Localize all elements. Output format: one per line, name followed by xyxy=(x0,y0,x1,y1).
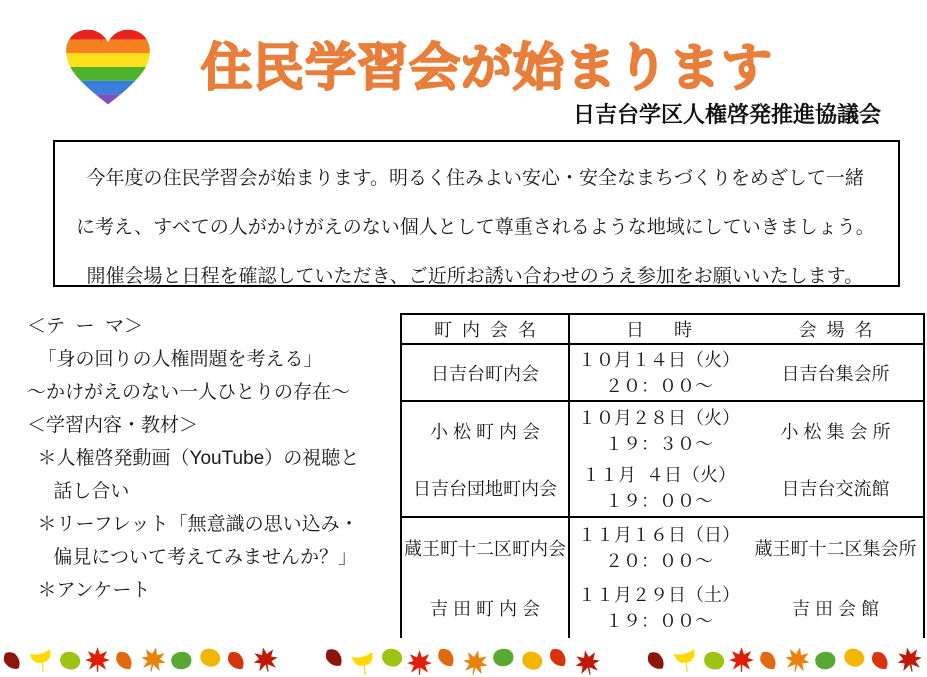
time-text: １９：３０～ xyxy=(605,433,713,454)
schedule-row-group xyxy=(402,402,923,518)
venue-name-cell: 小 松 集 会 所 xyxy=(780,421,891,442)
ginkgo-leaf-icon xyxy=(348,647,378,677)
organization-subtitle: 日吉台学区人権啓発推進協議会 xyxy=(572,102,881,127)
date-text: １１月 ４日（火） xyxy=(581,464,736,485)
theme-details-section xyxy=(27,310,397,607)
schedule-table-body xyxy=(402,345,923,638)
materials-heading: ＜学習内容・教材＞ xyxy=(27,415,199,436)
date-text: １０月２８日（火） xyxy=(578,407,740,428)
maple-leaf-icon xyxy=(249,643,281,675)
association-name-cell: 小 松 町 内 会 xyxy=(402,402,570,459)
venue-name-cell: 蔵王町十二区集会所 xyxy=(754,539,917,559)
header-date-time: 日 時 xyxy=(625,320,692,340)
maple-leaf-icon xyxy=(459,646,491,677)
venue-name-cell: 吉 田 会 館 xyxy=(791,599,879,619)
date-time-cell xyxy=(570,459,748,516)
association-name-cell: 吉 田 町 内 会 xyxy=(402,578,570,638)
round-leaf-icon xyxy=(811,647,840,676)
material-item: ＊アンケート xyxy=(27,580,151,601)
maple-leaf-icon xyxy=(571,646,603,677)
date-text: １１月１６日（日） xyxy=(578,525,740,545)
table-row xyxy=(402,345,923,400)
schedule-table-header xyxy=(402,315,923,345)
page-title: 住民学習会が始まります xyxy=(201,39,774,96)
table-row xyxy=(402,518,923,578)
table-row xyxy=(402,459,923,516)
theme-subtitle: ～かけがえのない一人ひとりの存在～ xyxy=(27,382,351,403)
table-row xyxy=(402,578,923,638)
association-name-cell: 日吉台団地町内会 xyxy=(402,459,570,516)
time-text: ２０：００～ xyxy=(605,375,713,396)
venue-name-cell: 日吉台集会所 xyxy=(781,363,890,384)
date-time-cell xyxy=(570,402,748,459)
leaf-border-gap xyxy=(602,659,644,660)
intro-line: 今年度の住民学習会が始まります。明るく住みよい安心・安全なまちづくりをめざして一緒 xyxy=(76,168,864,189)
intro-line: に考え、すべての人がかけがえのない個人として尊重されるような地域にしていきましょう。 xyxy=(76,217,875,238)
time-text: １９：００～ xyxy=(605,490,713,511)
venue-name-cell: 日吉台交流館 xyxy=(781,478,890,499)
round-leaf-icon xyxy=(696,645,730,677)
autumn-leaf-border xyxy=(0,641,927,677)
material-item: 話し合い xyxy=(27,481,130,502)
theme-title: 「身の回りの人権問題を考える」 xyxy=(27,349,323,370)
header-association-name: 町 内 会 名 xyxy=(402,315,570,343)
intro-box xyxy=(53,140,900,287)
round-leaf-icon xyxy=(374,642,408,676)
date-time-cell xyxy=(570,578,748,638)
maple-leaf-icon xyxy=(137,643,169,675)
association-name-cell: 蔵王町十二区町内会 xyxy=(402,518,570,578)
round-leaf-icon xyxy=(167,647,196,676)
date-time-cell xyxy=(570,518,748,578)
round-leaf-icon xyxy=(52,645,86,677)
schedule-row-group xyxy=(402,345,923,402)
material-item: ＊リーフレット「無意識の思い込み・ xyxy=(27,514,359,535)
schedule-table xyxy=(400,313,925,638)
rainbow-heart-icon xyxy=(62,26,154,108)
maple-leaf-icon xyxy=(406,649,433,676)
theme-heading: ＜テ ー マ＞ xyxy=(27,316,144,337)
date-text: １０月１４日（火） xyxy=(578,349,740,370)
table-row xyxy=(402,402,923,459)
material-item: ＊人権啓発動画（YouTube）の視聴と xyxy=(27,448,360,469)
maple-leaf-icon xyxy=(781,643,813,675)
date-time-cell xyxy=(570,345,748,400)
time-text: １９：００～ xyxy=(605,611,713,631)
material-item: 偏見について考えてみませんか？」 xyxy=(27,547,358,568)
intro-line: 開催会場と日程を確認していただき、ご近所お誘い合わせのうえ参加をお願いいたします。 xyxy=(76,266,864,287)
leaf-border-gap xyxy=(280,659,322,660)
date-text: １１月２９日（土） xyxy=(578,585,740,605)
header-venue-name: 会 場 名 xyxy=(798,320,873,340)
schedule-row-group xyxy=(402,518,923,638)
association-name-cell: 日吉台町内会 xyxy=(402,345,570,400)
maple-leaf-icon xyxy=(893,643,925,675)
heart-stripes xyxy=(62,26,153,108)
time-text: ２０：００～ xyxy=(605,551,713,571)
